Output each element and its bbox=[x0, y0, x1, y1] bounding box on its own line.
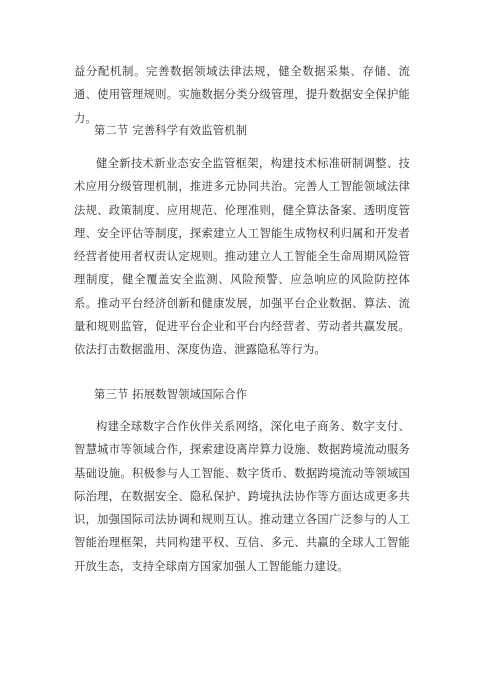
section-heading: 第三节 拓展数智领域国际合作 bbox=[94, 388, 248, 401]
body-paragraph: 健全新技术新业态安全监管框架，构建技术标准研制调整、技术应用分级管理机制，推进多元协同共治。完善人工智能领域法律法规、政策制度、应用规范、伦理准则，健全算法备案、透明度管理、安全评估等制度，探索建立人工智能生成物权利归属和开发者经营者使用者权责认定规则。推动建立人工智能全生命周期风险管理制度，健全覆盖安全监测、风险预警、应急响应的风险防控体系。推动平台经济创新和健康发展，加强平台企业数据、算法、流量和规则监管，促进平台企业和平台内经营者、劳动者共赢发展。依法打击数据滥用、深度伪造、泄露隐私等行为。 bbox=[74, 157, 410, 357]
section-heading: 第二节 完善科学有效监管机制 bbox=[94, 124, 248, 137]
body-paragraph: 益分配机制。完善数据领域法律法规，健全数据采集、存储、流通、使用管理规则。实施数据分类分级管理，提升数据安全保护能力。 bbox=[74, 65, 410, 125]
body-paragraph: 构建全球数字合作伙伴关系网络，深化电子商务、数字支付、智慧城市等领域合作，探索建设离岸算力设施、数据跨境流动服务基础设施。积极参与人工智能、数字货币、数据跨境流动等领域国际治理，在数据安全、隐私保护、跨境执法协作等方面达成更多共识，加强国际司法协调和规则互认。推动建立各国广泛参与的人工智能治理框架，共同构建平权、互信、多元、共赢的全球人工智能开放生态，支持全球南方国家加强人工智能能力建设。 bbox=[74, 420, 410, 573]
